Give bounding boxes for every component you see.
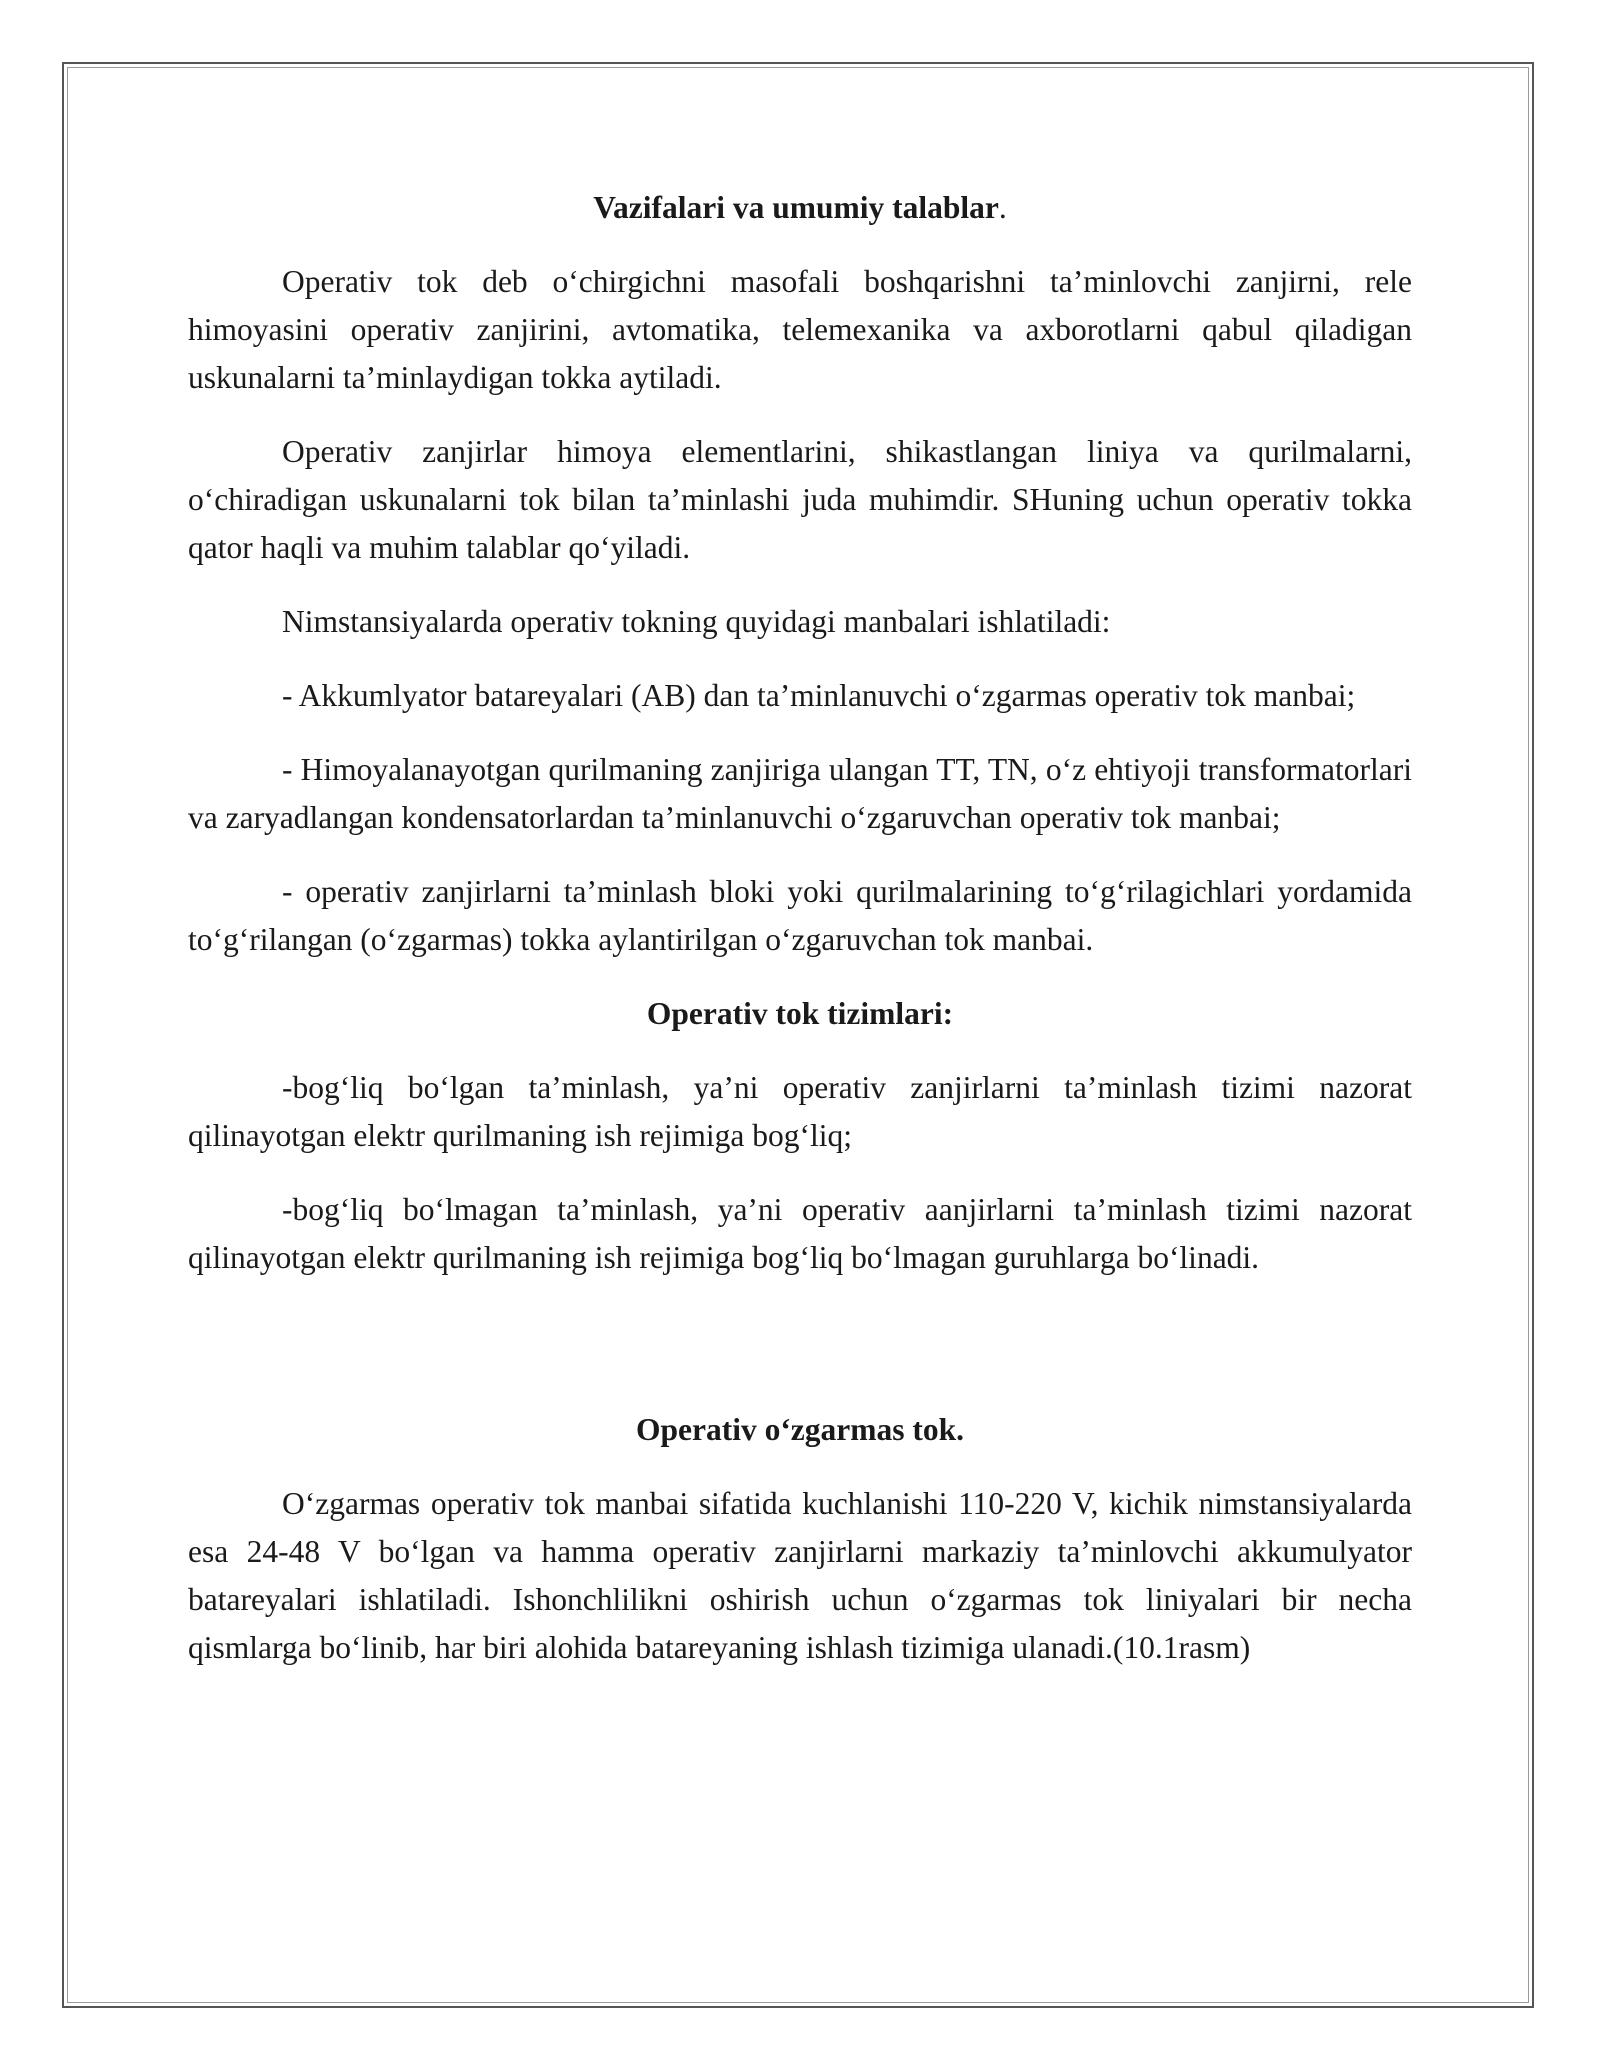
paragraph-definition: Operativ tok deb o‘chirgichni masofali boshqarishni ta’minlovchi zanjirni, rele himoyasini operativ zanjirini, avtomatika, telemexanika va axborotlarni qabul qiladigan uskunalarni ta’minlaydigan tokka aytiladi.: [188, 264, 1412, 395]
section-heading-systems: Operativ tok tizimlari:: [646, 996, 954, 1031]
paragraph-dc-source: O‘zgarmas operativ tok manbai sifatida kuchlanishi 110-220 V, kichik nimstansiyalarda esa 24-48 V bo‘lgan va hamma operativ zanjirlarni markaziy ta’minlovchi akkumulyator batareyalari ishlatiladi. Ishonchlilikni oshirish uchun o‘zgarmas tok liniyalari bir necha qismlarga bo‘linib, har biri alohida batareyaning ishlash tizimiga ulanadi.(10.1rasm): [188, 1486, 1412, 1665]
list-item-ac-source: - Himoyalanayotgan qurilmaning zanjiriga ulangan TT, TN, o‘z ehtiyoji transformatorlari va zaryadlangan kondensatorlardan ta’minlanuvchi o‘zgaruvchan operativ tok manbai;: [188, 752, 1412, 835]
section-heading-tasks: [188, 184, 1412, 232]
paragraph-importance: Operativ zanjirlar himoya elementlarini, shikastlangan liniya va qurilmalarni, o‘chiradigan uskunalarni tok bilan ta’minlashi juda muhimdir. SHuning uchun operativ tokka qator haqli va muhim talablar qo‘yiladi.: [188, 434, 1412, 565]
heading-text: Vazifalari va umumiy talablar: [593, 190, 999, 225]
blank-space: [188, 1308, 1412, 1406]
list-item-battery-source: - Akkumlyator batareyalari (AB) dan ta’minlanuvchi o‘zgarmas operativ tok manbai;: [282, 678, 1356, 713]
paragraph-sources-intro: Nimstansiyalarda operativ tokning quyidagi manbalari ishlatiladi:: [282, 604, 1111, 639]
section-heading-dc: Operativ o‘zgarmas tok.: [635, 1412, 965, 1447]
paragraph-independent-supply: -bog‘liq bo‘lmagan ta’minlash, ya’ni operativ aanjirlarni ta’minlash tizimi nazorat qilinayotgan elektr qurilmaning ish rejimiga bog‘liq bo‘lmagan guruhlarga bo‘linadi.: [188, 1192, 1412, 1275]
list-item-rectified-source: - operativ zanjirlarni ta’minlash bloki yoki qurilmalarining to‘g‘rilagichlari yordamida to‘g‘rilangan (o‘zgarmas) tokka aylantirilgan o‘zgaruvchan tok manbai.: [188, 874, 1412, 957]
document-body: [188, 184, 1412, 1698]
heading-dot: .: [998, 190, 1007, 225]
paragraph-dependent-supply: -bog‘liq bo‘lgan ta’minlash, ya’ni operativ zanjirlarni ta’minlash tizimi nazorat qilinayotgan elektr qurilmaning ish rejimiga bog‘liq;: [188, 1070, 1412, 1153]
